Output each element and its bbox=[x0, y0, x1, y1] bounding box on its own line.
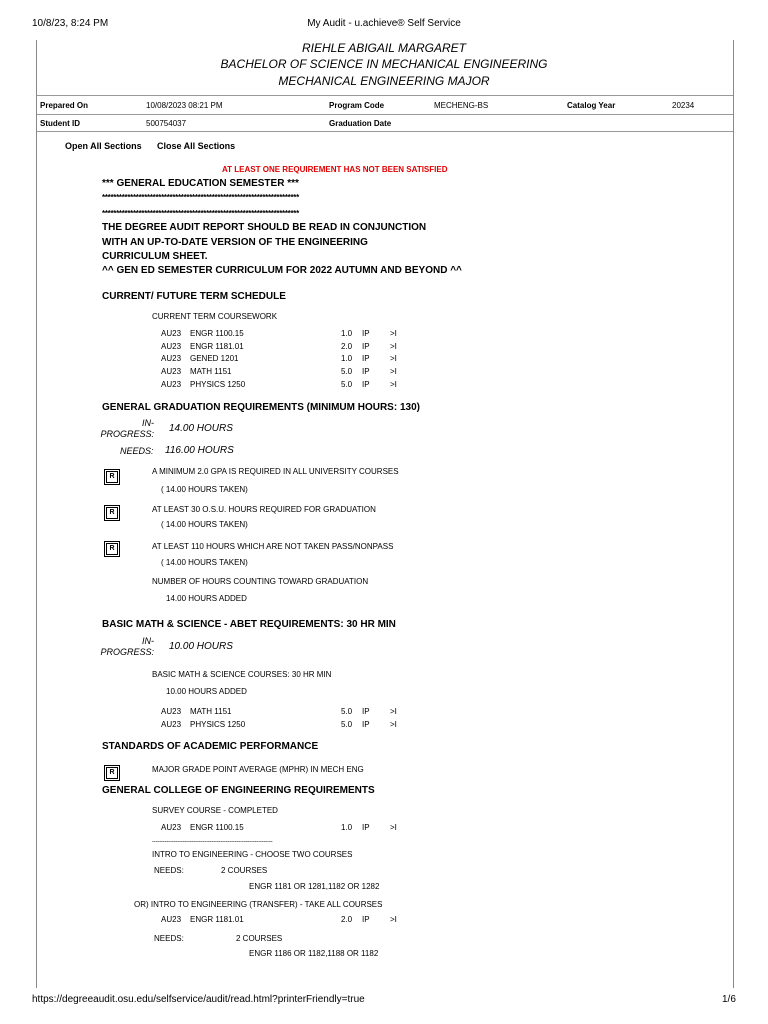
requirement-text[interactable]: A MINIMUM 2.0 GPA IS REQUIRED IN ALL UNIVERSITY COURSES bbox=[152, 467, 399, 476]
course-code: ENGR 1100.15 bbox=[190, 329, 244, 338]
student-id-value: 500754037 bbox=[146, 119, 187, 128]
course-grade: IP bbox=[362, 380, 370, 389]
requirement-text[interactable]: OR) INTRO TO ENGINEERING (TRANSFER) - TAKE ALL COURSES bbox=[134, 900, 383, 909]
course-code: GENED 1201 bbox=[190, 354, 239, 363]
graduation-requirements-title[interactable]: GENERAL GRADUATION REQUIREMENTS (MINIMUM HOURS: 130) bbox=[102, 402, 420, 413]
course-hours: 1.0 bbox=[341, 329, 353, 338]
program-code-label: Program Code bbox=[329, 101, 385, 110]
course-flag: >I bbox=[390, 380, 397, 389]
schedule-subtitle: CURRENT TERM COURSEWORK bbox=[152, 312, 278, 321]
open-all-sections-link[interactable]: Open All Sections bbox=[65, 141, 142, 151]
course-hours: 1.0 bbox=[341, 354, 353, 363]
in-progress-label-line: PROGRESS: bbox=[100, 429, 154, 439]
requirement-status-badge: R bbox=[106, 471, 118, 483]
student-id-label: Student ID bbox=[40, 119, 80, 128]
course-code: ENGR 1181.01 bbox=[190, 915, 244, 924]
requirement-text[interactable]: INTRO TO ENGINEERING - CHOOSE TWO COURSES bbox=[152, 850, 353, 859]
student-name: RIEHLE ABIGAIL MARGARET bbox=[301, 41, 467, 55]
course-grade: IP bbox=[362, 720, 370, 729]
program-code-value: MECHENG-BS bbox=[434, 101, 489, 110]
course-hours: 1.0 bbox=[341, 823, 353, 832]
requirement-text[interactable]: NUMBER OF HOURS COUNTING TOWARD GRADUATION bbox=[152, 577, 369, 586]
divider bbox=[37, 131, 733, 132]
course-grade: IP bbox=[362, 823, 370, 832]
in-progress-label-line: IN- bbox=[142, 418, 154, 428]
needs-value: 2 COURSES bbox=[236, 934, 283, 943]
course-hours: 2.0 bbox=[341, 915, 353, 924]
course-code: MATH 1151 bbox=[190, 367, 232, 376]
course-grade: IP bbox=[362, 342, 370, 351]
frame-right-border bbox=[733, 40, 734, 988]
course-hours: 5.0 bbox=[341, 380, 353, 389]
course-grade: IP bbox=[362, 367, 370, 376]
math-science-section-title[interactable]: BASIC MATH & SCIENCE - ABET REQUIREMENTS: 30 HR MIN bbox=[102, 619, 396, 630]
degree-title: BACHELOR OF SCIENCE IN MECHANICAL ENGINEERING bbox=[220, 57, 548, 71]
course-flag: >I bbox=[390, 367, 397, 376]
course-code: PHYSICS 1250 bbox=[190, 380, 246, 389]
course-term: AU23 bbox=[161, 380, 182, 389]
schedule-section-title[interactable]: CURRENT/ FUTURE TERM SCHEDULE bbox=[102, 291, 286, 302]
course-code: MATH 1151 bbox=[190, 707, 232, 716]
prepared-on-label: Prepared On bbox=[40, 101, 89, 110]
in-progress-hours: 14.00 HOURS bbox=[169, 423, 233, 434]
course-flag: >I bbox=[390, 720, 397, 729]
dash-divider: ------------------------------------------------------------------- bbox=[152, 839, 273, 845]
requirement-text[interactable]: AT LEAST 30 O.S.U. HOURS REQUIRED FOR GRADUATION bbox=[152, 505, 376, 514]
print-page-title: My Audit - u.achieve® Self Service bbox=[307, 18, 461, 29]
requirement-subtext: 14.00 HOURS ADDED bbox=[166, 594, 247, 603]
divider bbox=[37, 114, 733, 115]
needs-hours: 116.00 HOURS bbox=[165, 445, 234, 456]
needs-label: NEEDS: bbox=[154, 934, 184, 943]
course-hours: 2.0 bbox=[341, 342, 353, 351]
course-grade: IP bbox=[362, 915, 370, 924]
course-term: AU23 bbox=[161, 707, 182, 716]
gen-ed-note: CURRICULUM SHEET. bbox=[102, 251, 208, 262]
in-progress-label bbox=[98, 636, 154, 658]
requirement-text[interactable]: BASIC MATH & SCIENCE COURSES: 30 HR MIN bbox=[152, 670, 332, 679]
course-term: AU23 bbox=[161, 342, 182, 351]
standards-section-title[interactable]: STANDARDS OF ACADEMIC PERFORMANCE bbox=[102, 741, 319, 752]
college-requirements-title[interactable]: GENERAL COLLEGE OF ENGINEERING REQUIREMENTS bbox=[102, 785, 375, 796]
course-flag: >I bbox=[390, 823, 397, 832]
requirement-status-badge: R bbox=[106, 507, 118, 519]
print-url: https://degreeaudit.osu.edu/selfservice/audit/read.html?printerFriendly=true bbox=[32, 994, 365, 1005]
course-flag: >I bbox=[390, 354, 397, 363]
course-term: AU23 bbox=[161, 915, 182, 924]
course-flag: >I bbox=[390, 329, 397, 338]
course-grade: IP bbox=[362, 329, 370, 338]
prepared-on-value: 10/08/2023 08:21 PM bbox=[146, 101, 223, 110]
course-options: ENGR 1181 OR 1281,1182 OR 1282 bbox=[249, 882, 380, 891]
course-flag: >I bbox=[390, 342, 397, 351]
course-hours: 5.0 bbox=[341, 720, 353, 729]
requirement-subtext: ( 14.00 HOURS TAKEN) bbox=[161, 520, 248, 529]
requirement-status-badge: R bbox=[106, 767, 118, 779]
needs-label: NEEDS: bbox=[120, 446, 154, 456]
in-progress-hours: 10.00 HOURS bbox=[169, 641, 233, 652]
print-datetime: 10/8/23, 8:24 PM bbox=[32, 18, 109, 29]
print-page-number: 1/6 bbox=[722, 994, 736, 1005]
requirement-subtext: ( 14.00 HOURS TAKEN) bbox=[161, 558, 248, 567]
course-grade: IP bbox=[362, 354, 370, 363]
in-progress-label bbox=[98, 418, 154, 440]
in-progress-label-line: IN- bbox=[142, 636, 154, 646]
course-term: AU23 bbox=[161, 823, 182, 832]
course-flag: >I bbox=[390, 915, 397, 924]
course-options: ENGR 1186 OR 1182,1188 OR 1182 bbox=[249, 949, 379, 958]
gen-ed-note: THE DEGREE AUDIT REPORT SHOULD BE READ IN CONJUNCTION bbox=[102, 222, 427, 233]
star-divider: ********************************************************************** bbox=[102, 193, 299, 202]
requirement-status-badge: R bbox=[106, 543, 118, 555]
course-grade: IP bbox=[362, 707, 370, 716]
close-all-sections-link[interactable]: Close All Sections bbox=[157, 141, 236, 151]
course-term: AU23 bbox=[161, 720, 182, 729]
divider bbox=[37, 95, 733, 96]
course-hours: 5.0 bbox=[341, 707, 353, 716]
major-title: MECHANICAL ENGINEERING MAJOR bbox=[278, 74, 490, 88]
course-term: AU23 bbox=[161, 354, 182, 363]
course-hours: 5.0 bbox=[341, 367, 353, 376]
course-term: AU23 bbox=[161, 367, 182, 376]
gen-ed-title[interactable]: *** GENERAL EDUCATION SEMESTER *** bbox=[102, 178, 299, 189]
catalog-year-label: Catalog Year bbox=[567, 101, 616, 110]
graduation-date-label: Graduation Date bbox=[329, 119, 392, 128]
catalog-year-value: 20234 bbox=[672, 101, 695, 110]
course-flag: >I bbox=[390, 707, 397, 716]
course-code: ENGR 1181.01 bbox=[190, 342, 244, 351]
in-progress-label-line: PROGRESS: bbox=[100, 647, 154, 657]
needs-value: 2 COURSES bbox=[221, 866, 268, 875]
requirement-text[interactable]: SURVEY COURSE - COMPLETED bbox=[152, 806, 278, 815]
requirement-subtext: 10.00 HOURS ADDED bbox=[166, 687, 247, 696]
frame-left-border bbox=[36, 40, 37, 988]
needs-label: NEEDS: bbox=[154, 866, 184, 875]
requirement-text[interactable]: AT LEAST 110 HOURS WHICH ARE NOT TAKEN PASS/NONPASS bbox=[152, 542, 394, 551]
course-term: AU23 bbox=[161, 329, 182, 338]
course-code: ENGR 1100.15 bbox=[190, 823, 244, 832]
requirement-warning: AT LEAST ONE REQUIREMENT HAS NOT BEEN SATISFIED bbox=[222, 165, 448, 174]
requirement-subtext: ( 14.00 HOURS TAKEN) bbox=[161, 485, 248, 494]
gen-ed-note: ^^ GEN ED SEMESTER CURRICULUM FOR 2022 AUTUMN AND BEYOND ^^ bbox=[102, 265, 462, 276]
course-code: PHYSICS 1250 bbox=[190, 720, 246, 729]
star-divider: ********************************************************************** bbox=[102, 209, 299, 218]
requirement-text[interactable]: MAJOR GRADE POINT AVERAGE (MPHR) IN MECH ENG bbox=[152, 765, 364, 774]
gen-ed-note: WITH AN UP-TO-DATE VERSION OF THE ENGINEERING bbox=[102, 237, 368, 248]
